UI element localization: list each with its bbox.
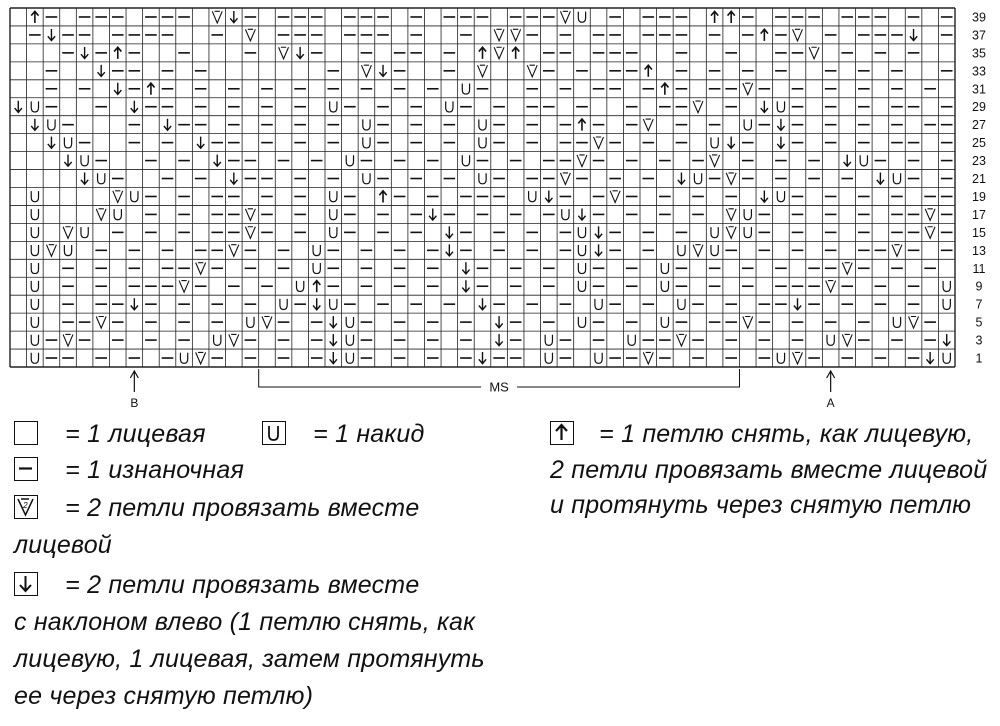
ssk-stitch: [164, 119, 171, 131]
ssk-stitch: [81, 173, 88, 185]
k2tog-stitch: [909, 316, 919, 328]
yarn-over-stitch: [363, 119, 370, 130]
k2tog-stitch: [279, 47, 289, 59]
yarn-over-stitch: [346, 155, 353, 166]
ssk-stitch: [15, 101, 22, 113]
row-number: 27: [972, 118, 986, 133]
yarn-over-stitch: [346, 335, 353, 346]
sk2p-stitch: [31, 11, 38, 23]
ssk-stitch: [330, 352, 337, 364]
ssk-stitch: [48, 29, 55, 41]
k2tog-stitch: [693, 245, 703, 257]
legend-purl: [14, 455, 244, 485]
sk2p-stitch: [479, 47, 486, 59]
ssk-stitch: [595, 226, 602, 238]
yarn-over-stitch: [31, 335, 38, 346]
ssk-stitch: [446, 226, 453, 238]
k2tog-stitch: [494, 47, 504, 59]
yarn-over-stitch: [744, 119, 751, 130]
yarn-over-stitch: [777, 353, 784, 364]
sk2p-stitch: [728, 11, 735, 23]
yarn-over-stitch: [313, 263, 320, 274]
k2tog-stitch: [743, 83, 753, 95]
ssk-stitch: [578, 208, 585, 220]
k2tog-stitch: [693, 101, 703, 113]
k2tog-stitch: [842, 334, 852, 346]
row-number: 15: [972, 225, 986, 240]
k2tog-symbol-icon: [14, 495, 38, 519]
yarn-over-stitch: [595, 353, 602, 364]
legend-ssk-text-3: лицевую, 1 лицевая, затем протянуть: [14, 645, 485, 673]
k2tog-stitch: [63, 227, 73, 239]
ssk-stitch: [197, 137, 204, 149]
k2tog-stitch: [594, 137, 604, 149]
yarn-over-stitch: [31, 299, 38, 310]
k2tog-stitch: [710, 155, 720, 167]
yarn-over-stitch: [330, 101, 337, 112]
ssk-stitch: [114, 83, 121, 95]
k2tog-stitch: [179, 281, 189, 293]
ssk-stitch: [462, 262, 469, 274]
yarn-over-stitch: [31, 191, 38, 202]
ssk-stitch: [330, 316, 337, 328]
yarn-over-stitch: [545, 353, 552, 364]
ssk-stitch: [728, 137, 735, 149]
yarn-over-stitch: [777, 191, 784, 202]
k2tog-stitch: [245, 209, 255, 221]
ssk-stitch: [64, 155, 71, 167]
sk2p-stitch: [512, 47, 519, 59]
ssk-stitch: [479, 298, 486, 310]
k2tog-stitch: [726, 173, 736, 185]
k2tog-stitch: [113, 191, 123, 203]
k2tog-stitch: [793, 352, 803, 364]
ssk-stitch: [81, 47, 88, 59]
sk2p-symbol-icon: [550, 421, 574, 445]
k2tog-stitch: [560, 173, 570, 185]
yarn-over-stitch: [943, 281, 950, 292]
yarn-over-stitch: [180, 353, 187, 364]
yarn-over-stitch: [64, 245, 71, 256]
legend-sk2p: [550, 419, 973, 449]
k2tog-stitch: [262, 316, 272, 328]
ssk-stitch: [777, 119, 784, 131]
purl-symbol-icon: [14, 457, 38, 481]
yarn-over-stitch: [545, 335, 552, 346]
ssk-stitch: [230, 173, 237, 185]
k2tog-stitch: [229, 245, 239, 257]
legend-yarn-over-text: = 1 накид: [313, 420, 425, 448]
yarn-over-stitch: [943, 299, 950, 310]
yarn-over-symbol-icon: [262, 421, 286, 445]
yarn-over-stitch: [81, 155, 88, 166]
k2tog-stitch: [925, 227, 935, 239]
ssk-stitch: [131, 298, 138, 310]
ssk-stitch: [545, 191, 552, 203]
ssk-stitch: [31, 119, 38, 131]
yarn-over-stitch: [860, 155, 867, 166]
ssk-stitch: [313, 298, 320, 310]
yarn-over-stitch: [81, 227, 88, 238]
ssk-stitch: [296, 47, 303, 59]
legend-ssk: [14, 570, 419, 600]
yarn-over-stitch: [31, 101, 38, 112]
legend-ssk-text-1: = 2 петли провязать вместе: [65, 571, 420, 599]
ssk-stitch: [794, 298, 801, 310]
yarn-over-stitch: [330, 227, 337, 238]
k2tog-stitch: [229, 334, 239, 346]
row-number: 11: [972, 261, 986, 276]
yarn-over-stitch: [595, 299, 602, 310]
sk2p-stitch: [379, 191, 386, 203]
k2tog-stitch: [527, 65, 537, 77]
yarn-over-stitch: [280, 299, 287, 310]
k2tog-stitch: [842, 263, 852, 275]
yarn-over-stitch: [827, 335, 834, 346]
k2tog-stitch: [494, 29, 504, 41]
sk2p-stitch: [761, 29, 768, 41]
k2tog-stitch: [793, 29, 803, 41]
yarn-over-stitch: [694, 173, 701, 184]
ssk-stitch: [595, 244, 602, 256]
yarn-over-stitch: [479, 137, 486, 148]
yarn-over-stitch: [31, 209, 38, 220]
k2tog-stitch: [892, 245, 902, 257]
k2tog-stitch: [643, 119, 653, 131]
legend-sk2p-text-1: = 1 петлю снять, как лицевую,: [599, 420, 974, 448]
k2tog-stitch: [809, 47, 819, 59]
k2tog-stitch: [96, 209, 106, 221]
yarn-over-stitch: [628, 335, 635, 346]
yarn-over-stitch: [31, 245, 38, 256]
yarn-over-stitch: [31, 317, 38, 328]
yarn-over-stitch: [529, 191, 536, 202]
legend-ssk-text-2: с наклоном влево (1 петлю снять, как: [14, 608, 476, 636]
ssk-stitch: [777, 137, 784, 149]
row-number: 33: [972, 64, 986, 79]
ssk-stitch: [330, 334, 337, 346]
yarn-over-stitch: [479, 119, 486, 130]
k2tog-stitch: [511, 29, 521, 41]
yarn-over-stitch: [678, 299, 685, 310]
yarn-over-stitch: [562, 209, 569, 220]
yarn-over-stitch: [777, 101, 784, 112]
legend-k2tog-text-1: = 2 петли провязать вместе: [65, 494, 420, 522]
row-number: 23: [972, 154, 986, 169]
k2tog-stitch: [577, 155, 587, 167]
yarn-over-stitch: [31, 227, 38, 238]
sk2p-stitch: [661, 83, 668, 95]
yarn-over-stitch: [363, 137, 370, 148]
sk2p-stitch: [114, 47, 121, 59]
yarn-over-stitch: [31, 281, 38, 292]
marker-a-arrow: [827, 371, 835, 392]
row-number: 25: [972, 136, 986, 151]
yarn-over-stitch: [346, 353, 353, 364]
k2tog-stitch: [676, 334, 686, 346]
yarn-over-stitch: [214, 335, 221, 346]
row-number: 1: [975, 351, 983, 366]
row-number: 19: [972, 189, 986, 204]
yarn-over-stitch: [578, 317, 585, 328]
yarn-over-stitch: [330, 209, 337, 220]
k2tog-stitch: [245, 227, 255, 239]
row-number: 39: [972, 10, 986, 25]
ssk-stitch: [495, 334, 502, 346]
row-number: 29: [972, 100, 986, 115]
yarn-over-stitch: [64, 137, 71, 148]
ssk-stitch: [844, 155, 851, 167]
yarn-over-stitch: [893, 317, 900, 328]
yarn-over-stitch: [744, 227, 751, 238]
ssk-stitch: [98, 65, 105, 77]
yarn-over-stitch: [346, 317, 353, 328]
row-number: 17: [972, 207, 986, 222]
legend-knit-text: = 1 лицевая: [65, 420, 206, 448]
yarn-over-stitch: [48, 119, 55, 130]
svg-text:2: 2: [23, 501, 28, 510]
k2tog-stitch: [63, 334, 73, 346]
ssk-stitch: [495, 316, 502, 328]
k2tog-stitch: [196, 263, 206, 275]
ssk-symbol-icon: [14, 572, 38, 596]
yarn-over-stitch: [330, 299, 337, 310]
yarn-over-stitch: [578, 245, 585, 256]
row-number: 31: [972, 82, 986, 97]
k2tog-stitch: [196, 352, 206, 364]
k2tog-stitch: [925, 209, 935, 221]
marker-b-arrow: [130, 371, 138, 392]
ssk-stitch: [910, 29, 917, 41]
row-number: 35: [972, 46, 986, 61]
legend-knit: [14, 419, 206, 449]
yarn-over-stitch: [578, 12, 585, 23]
legend-sk2p-text-3: и протянуть через снятую петлю: [550, 491, 972, 519]
sk2p-stitch: [578, 119, 585, 131]
k2tog-stitch: [643, 352, 653, 364]
yarn-over-stitch: [131, 191, 138, 202]
k2tog-stitch: [610, 191, 620, 203]
sk2p-stitch: [147, 83, 154, 95]
k2tog-stitch: [46, 245, 56, 257]
marker-b-label: B: [130, 396, 139, 410]
legend-yarn-over: [262, 419, 425, 449]
marker-a-label: A: [826, 396, 835, 410]
yarn-over-stitch: [446, 101, 453, 112]
yarn-over-stitch: [363, 173, 370, 184]
k2tog-stitch: [212, 11, 222, 23]
legend-ssk-text-4: ее через снятую петлю): [14, 682, 314, 710]
legend-k2tog: [14, 493, 419, 523]
k2tog-stitch: [96, 316, 106, 328]
yarn-over-stitch: [893, 173, 900, 184]
k2tog-stitch: [245, 29, 255, 41]
yarn-over-stitch: [114, 209, 121, 220]
yarn-over-stitch: [711, 137, 718, 148]
ssk-stitch: [214, 155, 221, 167]
row-number: 21: [972, 172, 986, 187]
yarn-over-stitch: [744, 209, 751, 220]
ssk-stitch: [678, 173, 685, 185]
ssk-stitch: [943, 334, 950, 346]
ssk-stitch: [877, 173, 884, 185]
ssk-stitch: [48, 137, 55, 149]
k2tog-stitch: [826, 281, 836, 293]
k2tog-stitch: [743, 316, 753, 328]
yarn-over-stitch: [31, 263, 38, 274]
k2tog-stitch: [478, 65, 488, 77]
ssk-stitch: [761, 191, 768, 203]
yarn-over-stitch: [661, 281, 668, 292]
yarn-over-stitch: [711, 245, 718, 256]
row-number: 5: [975, 315, 983, 330]
repeat-label: MS: [489, 379, 509, 395]
yarn-over-stitch: [296, 281, 303, 292]
ssk-stitch: [761, 101, 768, 113]
ssk-stitch: [446, 244, 453, 256]
yarn-over-stitch: [678, 245, 685, 256]
ssk-stitch: [379, 65, 386, 77]
yarn-over-stitch: [462, 83, 469, 94]
legend-sk2p-text-2: 2 петли провязать вместе лицевой: [550, 456, 988, 484]
yarn-over-stitch: [479, 173, 486, 184]
row-number: 13: [972, 243, 986, 258]
yarn-over-stitch: [31, 353, 38, 364]
yarn-over-stitch: [578, 227, 585, 238]
row-number: 37: [972, 28, 986, 43]
ssk-stitch: [479, 352, 486, 364]
yarn-over-stitch: [661, 263, 668, 274]
yarn-over-stitch: [578, 263, 585, 274]
k2tog-stitch: [726, 227, 736, 239]
yarn-over-stitch: [578, 281, 585, 292]
legend-k2tog-text-2: лицевой: [14, 531, 112, 559]
yarn-over-stitch: [661, 317, 668, 328]
k2tog-stitch: [726, 209, 736, 221]
legend-purl-text: = 1 изнаночная: [65, 456, 245, 484]
ssk-stitch: [230, 11, 237, 23]
row-number: 7: [975, 297, 983, 312]
yarn-over-stitch: [943, 353, 950, 364]
yarn-over-stitch: [313, 245, 320, 256]
k2tog-stitch: [361, 65, 371, 77]
sk2p-stitch: [313, 281, 320, 293]
ssk-stitch: [926, 352, 933, 364]
ssk-stitch: [462, 280, 469, 292]
yarn-over-stitch: [98, 173, 105, 184]
yarn-over-stitch: [330, 191, 337, 202]
ssk-stitch: [131, 101, 138, 113]
k2tog-stitch: [560, 11, 570, 23]
row-number: 3: [975, 333, 983, 348]
sk2p-stitch: [645, 65, 652, 77]
yarn-over-stitch: [247, 317, 254, 328]
yarn-over-stitch: [462, 155, 469, 166]
knit-symbol-icon: [14, 421, 38, 445]
sk2p-stitch: [711, 11, 718, 23]
ssk-stitch: [429, 208, 436, 220]
row-number: 9: [975, 279, 983, 294]
yarn-over-stitch: [711, 227, 718, 238]
